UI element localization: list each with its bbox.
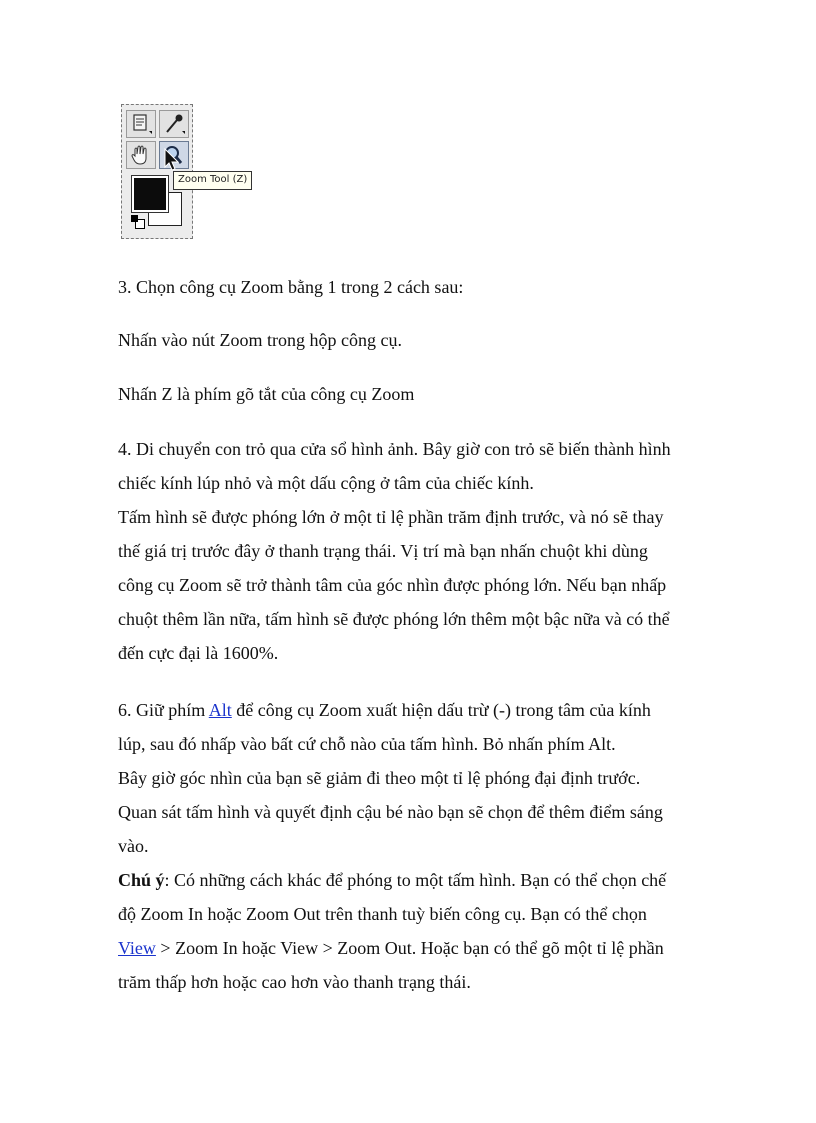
- step4-line: công cụ Zoom sẽ trở thành tâm của góc nhìn được phóng lớn. Nếu bạn nhấp: [118, 575, 667, 595]
- eyedropper-icon: [160, 111, 188, 137]
- step6-suffix: để công cụ Zoom xuất hiện dấu trừ (-) trong tâm của kính: [231, 700, 651, 720]
- step4-line: chiếc kính lúp nhỏ và một dấu cộng ở tâm của chiếc kính.: [118, 473, 534, 493]
- note-line: [118, 931, 708, 965]
- foreground-color-swatch: [132, 176, 168, 212]
- zoom-tool-tooltip: Zoom Tool (Z): [173, 171, 252, 190]
- note-line: độ Zoom In hoặc Zoom Out trên thanh tuỳ biến công cụ. Bạn có thể chọn: [118, 904, 647, 924]
- step4-line: đến cực đại là 1600%.: [118, 643, 279, 663]
- note-text: > Zoom In hoặc View > Zoom Out. Hoặc bạn có thể gõ một tỉ lệ phần: [155, 938, 664, 958]
- step6-paragraph: [118, 693, 708, 999]
- step3-option1: Nhấn vào nút Zoom trong hộp công cụ.: [118, 330, 402, 350]
- note-text: : Có những cách khác để phóng to một tấm hình. Bạn có thể chọn chế: [164, 870, 667, 890]
- step6-prefix: 6. Giữ phím: [118, 700, 209, 720]
- default-colors-icon-fg: [131, 215, 138, 222]
- eyedropper-tool: [159, 110, 189, 138]
- step6-line: lúp, sau đó nhấp vào bất cứ chỗ nào của tấm hình. Bỏ nhấn phím Alt.: [118, 734, 616, 754]
- step6-line: vào.: [118, 836, 149, 856]
- alt-link[interactable]: Alt: [208, 700, 232, 720]
- step3-option2: Nhấn Z là phím gõ tắt của công cụ Zoom: [118, 384, 415, 404]
- step4-paragraph: [118, 432, 708, 670]
- step3-heading: 3. Chọn công cụ Zoom bằng 1 trong 2 cách sau:: [118, 277, 464, 297]
- note-line: [118, 863, 708, 897]
- view-link[interactable]: View: [118, 938, 156, 958]
- step4-line: thế giá trị trước đây ở thanh trạng thái. Vị trí mà bạn nhấn chuột khi dùng: [118, 541, 648, 561]
- hand-tool: [126, 141, 156, 169]
- notes-tool: [126, 110, 156, 138]
- step6-line: Bây giờ góc nhìn của bạn sẽ giảm đi theo một tỉ lệ phóng đại định trước.: [118, 768, 641, 788]
- note-line: trăm thấp hơn hoặc cao hơn vào thanh trạng thái.: [118, 972, 471, 992]
- notes-icon: [127, 111, 155, 137]
- hand-icon: [127, 142, 155, 168]
- arrow-cursor-icon: [164, 148, 180, 172]
- step4-line: 4. Di chuyển con trỏ qua cửa sổ hình ảnh. Bây giờ con trỏ sẽ biến thành hình: [118, 439, 671, 459]
- note-label: Chú ý: [118, 870, 165, 890]
- step4-line: chuột thêm lần nữa, tấm hình sẽ được phóng lớn thêm một bậc nữa và có thể: [118, 609, 670, 629]
- step6-line: Quan sát tấm hình và quyết định cậu bé nào bạn sẽ chọn để thêm điểm sáng: [118, 802, 663, 822]
- step4-line: Tấm hình sẽ được phóng lớn ở một tỉ lệ phần trăm định trước, và nó sẽ thay: [118, 507, 664, 527]
- step6-line: [118, 693, 708, 727]
